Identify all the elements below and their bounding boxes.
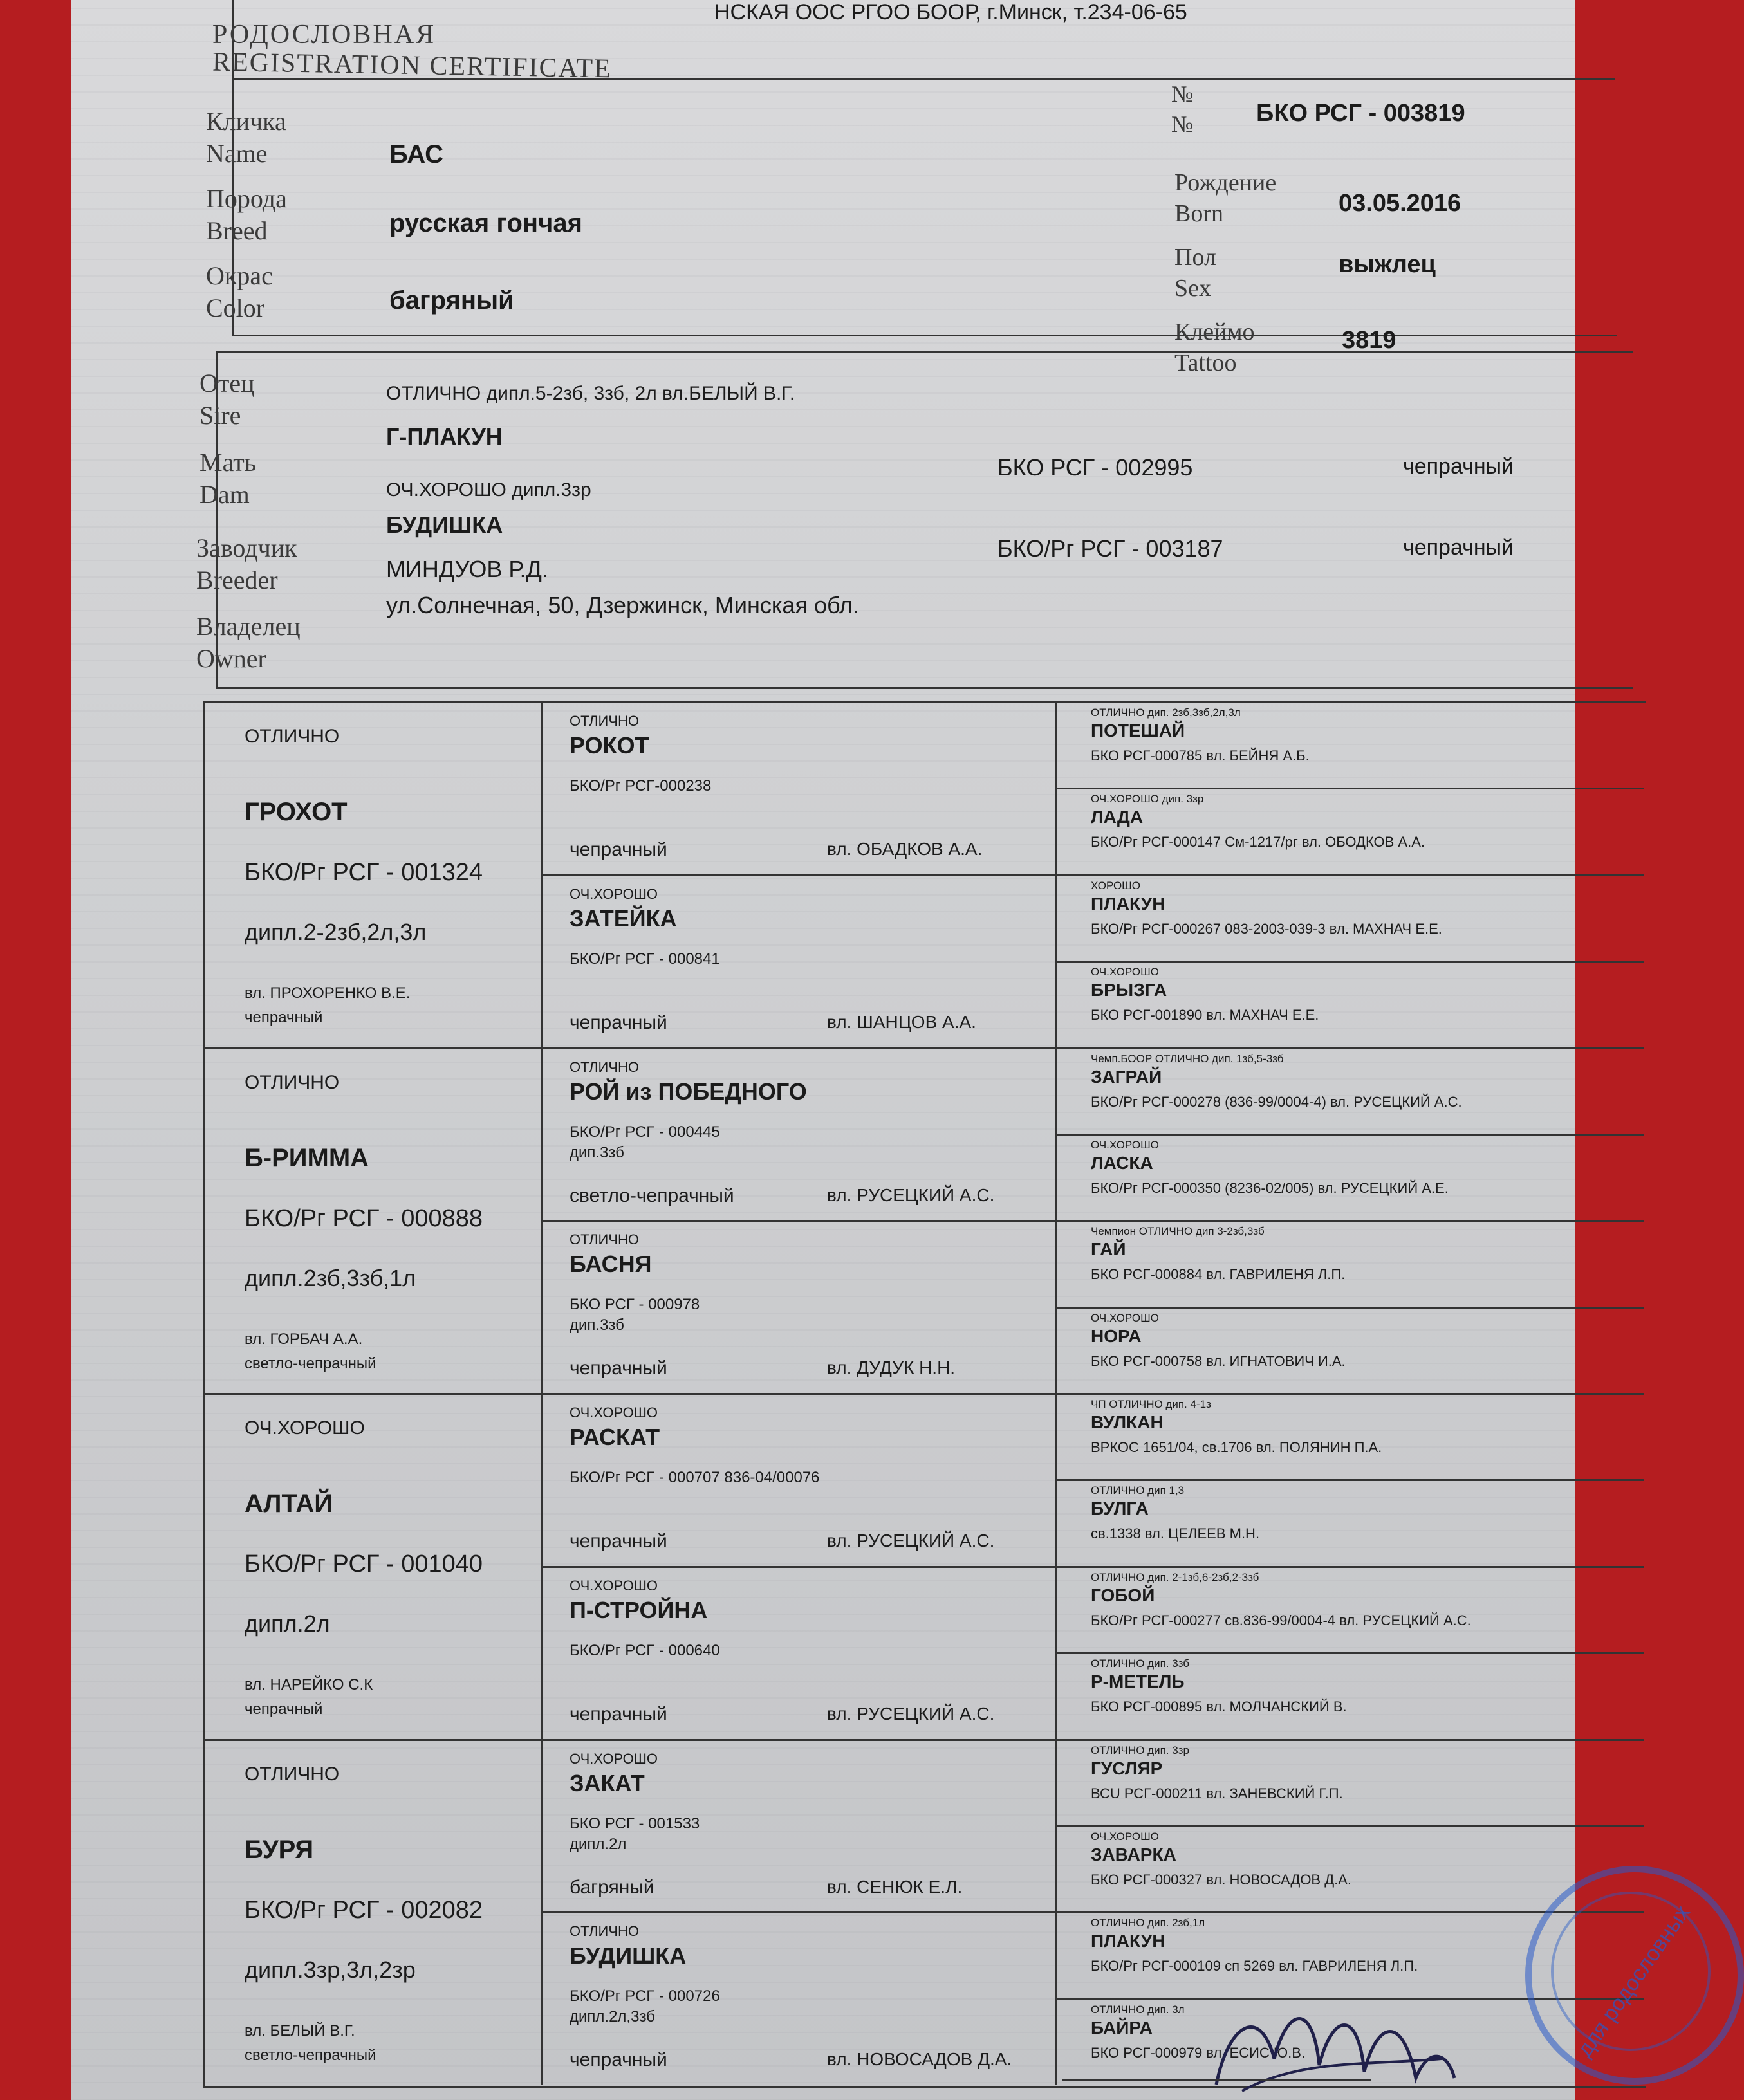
breeder-name: МИНДУОВ Р.Д. (386, 556, 548, 582)
gen3-grade: Чемп.БООР ОТЛИЧНО дип. 1зб,5-3зб (1091, 1052, 1284, 1065)
gen2-color: чепрачный (570, 1531, 667, 1552)
grid-row-line-1 (203, 1739, 1644, 1741)
gen2-color: светло-чепрачный (570, 1184, 734, 1206)
gen2-grade: ОЧ.ХОРОШО (570, 1577, 658, 1594)
breeder-label-en: Breeder (196, 566, 278, 594)
gen3-info: БКО/Рг РСГ-000278 (836-99/0004-4) вл. РУСЕЦКИЙ А.С. (1091, 1093, 1462, 1110)
gen3-info: БКО РСГ-000758 вл. ИГНАТОВИЧ И.А. (1091, 1352, 1346, 1369)
gen2-name: ЗАТЕЙКА (570, 905, 677, 932)
dog-color: багряный (389, 286, 514, 315)
tattoo-label-en: Tattoo (1174, 349, 1237, 376)
gen2-owner: вл. ОБАДКОВ А.А. (827, 839, 983, 859)
sire-reg: БКО РСГ - 002995 (997, 454, 1193, 481)
gen2-color: чепрачный (570, 1011, 667, 1033)
gen2-diploma: дипл.2л,3зб (570, 2008, 655, 2026)
gen2-owner: вл. РУСЕЦКИЙ А.С. (827, 1184, 995, 1205)
signature-line (1062, 2079, 1371, 2081)
gen3-info: БКО РСГ-001890 вл. МАХНАЧ Е.Е. (1091, 1007, 1319, 1024)
gen1-reg: БКО/Рг РСГ - 002082 (245, 1896, 483, 1924)
gen3-grade: ОЧ.ХОРОШО (1091, 966, 1159, 979)
sire-color: чепрачный (1403, 454, 1514, 479)
gen2-owner: вл. СЕНЮК Е.Л. (827, 1876, 963, 1897)
grid-row-line-3 (1055, 1134, 1644, 1136)
title-ru: РОДОСЛОВНАЯ (212, 20, 436, 50)
grid-row-line-3 (1055, 1307, 1644, 1309)
gen2-reg: БКО/Рг РСГ - 000726 (570, 1987, 720, 2005)
gen1-grade: ОТЛИЧНО (245, 1763, 340, 1785)
dam-label-ru: Мать (199, 448, 257, 477)
grid-row-line-1 (203, 1393, 1644, 1395)
gen3-grade: ОТЛИЧНО дип. 3л (1091, 2003, 1185, 2016)
dam-reg: БКО/Рг РСГ - 003187 (997, 535, 1223, 562)
gen1-grade: ОЧ.ХОРОШО (245, 1417, 365, 1439)
dog-born: 03.05.2016 (1339, 190, 1461, 217)
gen1-diploma: дипл.2зб,3зб,1л (245, 1264, 416, 1291)
gen3-name: БАЙРА (1091, 2017, 1153, 2038)
gen2-name: БУДИШКА (570, 1942, 687, 1969)
gen3-info: БКО/Рг РСГ-000350 (8236-02/005) вл. РУСЕЦКИЙ А.Е. (1091, 1179, 1449, 1196)
born-label-en: Born (1174, 200, 1223, 227)
gen1-name: БУРЯ (245, 1835, 314, 1864)
sire-grade: ОТЛИЧНО дипл.5-2зб, 3зб, 2л вл.БЕЛЫЙ В.Г. (386, 383, 795, 404)
gen3-grade: ОЧ.ХОРОШО (1091, 1830, 1159, 1843)
gen2-reg: БКО/Рг РСГ - 000841 (570, 950, 720, 968)
grid-row-line-3 (1055, 1825, 1644, 1827)
name-label-ru: Кличка (206, 107, 286, 136)
gen1-reg: БКО/Рг РСГ - 000888 (245, 1204, 483, 1232)
gen2-owner: вл. ШАНЦОВ А.А. (827, 1011, 976, 1032)
gen2-reg: БКО/Рг РСГ - 000640 (570, 1641, 720, 1659)
breeder-label-ru: Заводчик (196, 533, 297, 562)
dog-tattoo: 3819 (1342, 327, 1396, 354)
gen1-diploma: дипл.2-2зб,2л,3л (245, 919, 427, 945)
gen1-owner: вл. БЕЛЫЙ В.Г. (245, 2022, 355, 2040)
dam-color: чепрачный (1403, 535, 1514, 560)
born-label-ru: Рождение (1174, 169, 1277, 196)
gen3-info: БКО/Рг РСГ-000109 сп 5269 вл. ГАВРИЛЕНЯ Л.П. (1091, 1958, 1418, 1975)
gen2-name: ЗАКАТ (570, 1769, 645, 1796)
dog-sex: выжлец (1339, 251, 1436, 278)
gen3-grade: ОТЛИЧНО дип. 2-1зб,6-2зб,2-3зб (1091, 1570, 1259, 1583)
sex-label-en: Sex (1174, 275, 1211, 302)
gen3-info: БКО/Рг РСГ-000267 083-2003-039-3 вл. МАХНАЧ Е.Е. (1091, 920, 1442, 937)
gen1-owner: вл. ПРОХОРЕНКО В.Е. (245, 984, 411, 1002)
breed-label-en: Breed (206, 216, 268, 245)
gen3-info: БКО РСГ-000327 вл. НОВОСАДОВ Д.А. (1091, 1871, 1352, 1888)
gen3-grade: ОТЛИЧНО дип 1,3 (1091, 1484, 1185, 1497)
gen3-info: БКО/Рг РСГ-000147 См-1217/рг вл. ОБОДКОВ А.А. (1091, 834, 1425, 851)
gen3-info: ВСU РСГ-000211 вл. ЗАНЕВСКИЙ Г.П. (1091, 1785, 1343, 1801)
gen3-name: ЗАВАРКА (1091, 1844, 1176, 1865)
gen2-grade: ОЧ.ХОРОШО (570, 1405, 658, 1421)
name-label-en: Name (206, 139, 268, 168)
gen1-diploma: дипл.3зр,3л,2зр (245, 1956, 416, 1983)
gen2-reg: БКО РСГ - 001533 (570, 1814, 700, 1832)
gen3-grade: ОЧ.ХОРОШО (1091, 1311, 1159, 1324)
gen3-name: ПЛАКУН (1091, 1931, 1165, 1951)
dog-name: БАС (389, 140, 444, 169)
gen3-grade: Чемпион ОТЛИЧНО дип 3-2зб,3зб (1091, 1225, 1265, 1238)
gen3-name: ПОТЕШАЙ (1091, 721, 1185, 741)
tattoo-label-ru: Клеймо (1174, 318, 1255, 345)
gen3-grade: ОЧ.ХОРОШО дип. 3зр (1091, 793, 1204, 806)
gen3-name: ЛАДА (1091, 807, 1144, 827)
gen2-grade: ОЧ.ХОРОШО (570, 1750, 658, 1767)
gen3-info: ВРКОС 1651/04, св.1706 вл. ПОЛЯНИН П.А. (1091, 1439, 1382, 1455)
stamp-text: для родословных (1572, 1901, 1695, 2061)
gen3-name: НОРА (1091, 1325, 1142, 1346)
gen3-info: БКО РСГ-000884 вл. ГАВРИЛЕНЯ Л.П. (1091, 1266, 1346, 1283)
gen3-name: ЛАСКА (1091, 1152, 1153, 1173)
breed-label-ru: Порода (206, 184, 287, 213)
gen2-reg: БКО/Рг РСГ - 000445 (570, 1123, 720, 1141)
grid-row-line-3 (1055, 1652, 1644, 1654)
gen3-name: ГОБОЙ (1091, 1585, 1155, 1605)
dam-name: БУДИШКА (386, 511, 503, 538)
gen2-color: багряный (570, 1876, 654, 1898)
owner-label-ru: Владелец (196, 612, 301, 641)
gen2-name: БАСНЯ (570, 1251, 652, 1278)
gen3-grade: ОТЛИЧНО дип. 3зб (1091, 1657, 1190, 1670)
gen1-color: чепрачный (245, 1009, 323, 1026)
gen3-name: БРЫЗГА (1091, 980, 1167, 1000)
gen3-grade: ОТЛИЧНО дип. 3зр (1091, 1744, 1189, 1756)
gen2-name: РАСКАТ (570, 1424, 660, 1450)
gen3-grade: ОТЛИЧНО дип. 2зб,1л (1091, 1917, 1205, 1930)
gen1-color: светло-чепрачный (245, 1354, 376, 1372)
gen1-name: АЛТАЙ (245, 1489, 333, 1518)
gen2-owner: вл. ДУДУК Н.Н. (827, 1358, 956, 1378)
gen3-info: БКО РСГ-000785 вл. БЕЙНЯ А.Б. (1091, 748, 1310, 764)
owner-label-en: Owner (196, 644, 266, 673)
gen3-name: ПЛАКУН (1091, 893, 1165, 914)
certificate-number: БКО РСГ - 003819 (1256, 100, 1465, 127)
gen2-color: чепрачный (570, 839, 667, 860)
sex-label-ru: Пол (1174, 244, 1216, 271)
title-en: REGISTRATION CERTIFICATE (212, 47, 612, 84)
gen3-info: БКО/Рг РСГ-000277 св.836-99/0004-4 вл. РУСЕЦКИЙ А.С. (1091, 1612, 1471, 1628)
gen2-owner: вл. РУСЕЦКИЙ А.С. (827, 1531, 995, 1551)
signature-icon (1203, 1982, 1461, 2100)
gen1-name: Б-РИММА (245, 1143, 369, 1172)
grid-row-line-2 (541, 1566, 1644, 1568)
gen2-color: чепрачный (570, 1703, 667, 1725)
grid-row-line-3 (1055, 1479, 1644, 1481)
organization-line: НСКАЯ ООС РГОО БООР, г.Минск, т.234-06-65 (714, 0, 1187, 24)
sire-label-en: Sire (199, 401, 241, 430)
gen3-name: ВУЛКАН (1091, 1412, 1164, 1432)
gen1-owner: вл. НАРЕЙКО С.К (245, 1676, 373, 1693)
gen2-grade: ОЧ.ХОРОШО (570, 885, 658, 902)
grid-row-line-2 (541, 874, 1644, 876)
gen2-name: РОКОТ (570, 732, 649, 759)
gen2-color: чепрачный (570, 1358, 667, 1379)
gen2-diploma: дипл.2л (570, 1835, 627, 1853)
gen2-reg: БКО РСГ - 000978 (570, 1296, 700, 1314)
color-label-en: Color (206, 293, 265, 322)
gen2-owner: вл. НОВОСАДОВ Д.А. (827, 2049, 1012, 2070)
gen1-reg: БКО/Рг РСГ - 001324 (245, 859, 483, 886)
gen2-diploma: дип.3зб (570, 1316, 624, 1334)
number-label-2: № (1171, 111, 1194, 137)
gen3-name: ГАЙ (1091, 1239, 1126, 1260)
gen3-grade: ХОРОШО (1091, 879, 1140, 892)
gen2-grade: ОТЛИЧНО (570, 713, 639, 729)
gen2-grade: ОТЛИЧНО (570, 1058, 639, 1075)
gen2-name: РОЙ из ПОБЕДНОГО (570, 1078, 807, 1105)
gen1-color: чепрачный (245, 1700, 323, 1718)
gen3-name: ГУСЛЯР (1091, 1758, 1163, 1778)
gen3-info: БКО РСГ-000895 вл. МОЛЧАНСКИЙ В. (1091, 1699, 1347, 1715)
gen3-info: св.1338 вл. ЦЕЛЕЕВ М.Н. (1091, 1525, 1260, 1542)
gen3-info: БКО РСГ-000979 вл. ЕСИС Ю.В. (1091, 2044, 1306, 2061)
gen1-owner: вл. ГОРБАЧ А.А. (245, 1330, 363, 1348)
gen1-name: ГРОХОТ (245, 798, 348, 826)
gen2-color: чепрачный (570, 2049, 667, 2071)
dog-breed: русская гончая (389, 209, 582, 237)
gen1-reg: БКО/Рг РСГ - 001040 (245, 1551, 483, 1578)
gen1-color: светло-чепрачный (245, 2046, 376, 2064)
gen1-grade: ОТЛИЧНО (245, 726, 340, 747)
gen3-name: Р-МЕТЕЛЬ (1091, 1672, 1185, 1692)
grid-row-line-2 (541, 1911, 1644, 1913)
gen2-reg: БКО/Рг РСГ - 000707 836-04/00076 (570, 1469, 820, 1486)
grid-row-line-3 (1055, 788, 1644, 789)
grid-row-line-3 (1055, 961, 1644, 963)
gen3-name: БУЛГА (1091, 1498, 1149, 1519)
gen2-reg: БКО/Рг РСГ-000238 (570, 777, 712, 795)
number-label-1: № (1171, 81, 1194, 107)
grid-row-line-1 (203, 1047, 1644, 1049)
gen2-diploma: дип.3зб (570, 1143, 624, 1161)
grid-row-line-2 (541, 1220, 1644, 1222)
gen3-grade: ОТЛИЧНО дип. 2зб,3зб,2л,3л (1091, 706, 1241, 719)
dam-label-en: Dam (199, 480, 250, 509)
breeder-address: ул.Солнечная, 50, Дзержинск, Минская обл. (386, 592, 859, 618)
gen1-diploma: дипл.2л (245, 1610, 330, 1637)
sire-label-ru: Отец (199, 369, 255, 398)
gen2-name: П-СТРОЙНА (570, 1596, 708, 1623)
gen3-grade: ОЧ.ХОРОШО (1091, 1138, 1159, 1151)
gen2-grade: ОТЛИЧНО (570, 1923, 639, 1940)
certificate-sheet (71, 0, 1695, 2100)
gen2-owner: вл. РУСЕЦКИЙ А.С. (827, 1703, 995, 1724)
sire-name: Г-ПЛАКУН (386, 423, 503, 450)
gen2-grade: ОТЛИЧНО (570, 1231, 639, 1248)
dam-grade: ОЧ.ХОРОШО дипл.3зр (386, 479, 591, 501)
gen3-grade: ЧП ОТЛИЧНО дип. 4-1з (1091, 1398, 1211, 1410)
color-label-ru: Окрас (206, 261, 273, 290)
gen1-grade: ОТЛИЧНО (245, 1071, 340, 1093)
gen3-name: ЗАГРАЙ (1091, 1066, 1162, 1087)
